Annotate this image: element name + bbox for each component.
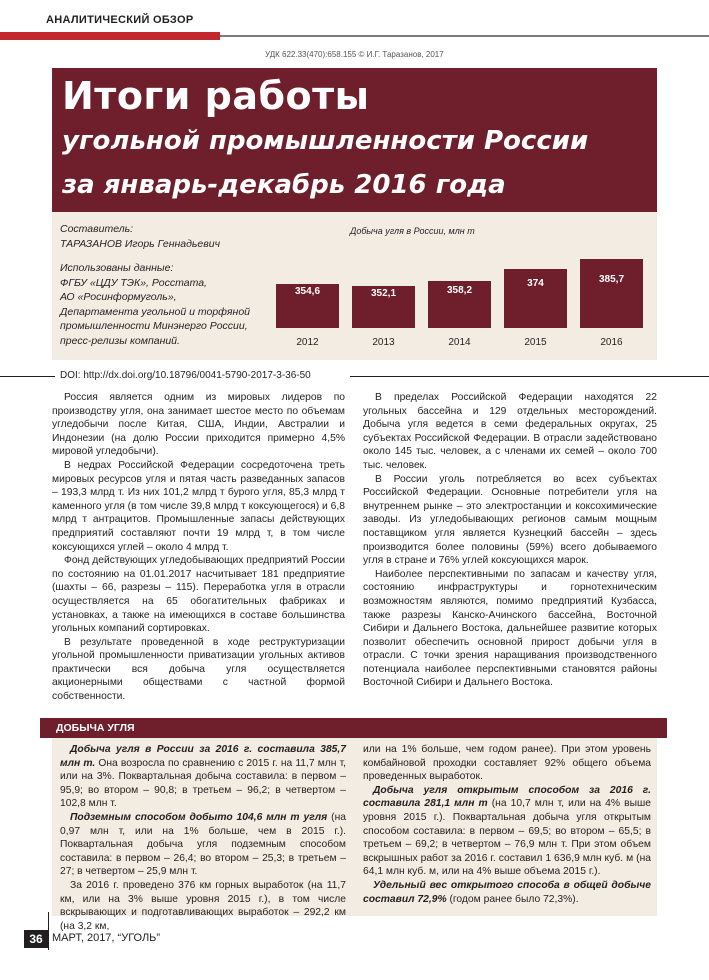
bar-2014 [428,281,491,328]
paragraph: В России уголь потребляется во всех субъектах Российской Федерации. Основные потребители угля на внутреннем рынке – это электростанции и коксохимические заводы. Из угледобывающих регионов самым мощным поставщиком угля является Кузнецкий бассейн – здесь производится более половины (59%) всего добываемого угля в стране и 76% углей коксующихся марок. [363,473,657,567]
udk-line: УДК 622.33(470):658.155 © И.Г. Таразанов, 2017 [265,50,444,59]
chart-title: Добыча угля в России, млн т [350,226,475,236]
bar-2015 [504,269,567,328]
doi-rule-right [350,376,709,377]
title-line-2: угольной промышленности России [62,126,589,156]
bar-value-label: 354,6 [294,286,321,298]
text: (годом ранее было 72,3%). [446,893,579,905]
doi: DOI: http://dx.doi.org/10.18796/0041-5790-2017-3-36-50 [60,370,311,381]
footer-issue: МАРТ, 2017, “УГОЛЬ” [52,932,161,944]
section-bar [0,32,220,40]
year-label: 2013 [372,337,395,348]
paragraph [60,811,346,879]
doi-rule-left [0,376,55,377]
paragraph [60,743,346,811]
emphasis: Добыча угля открытым способом за 2016 г. составила 281,1 млн т [363,784,651,810]
source-line: пресс-релизы компаний. [60,334,180,347]
text: (на 0,97 млн т, или на 1% больше, чем в 2015 г.). Поквартальная добыча угля подземным способом составила: в первом – 26,4; во втором – 25,3; в третьем – 27; в четвертом – 25,9 млн т. [60,811,346,878]
title-line-1: Итоги работы [62,74,370,118]
page-number: 36 [24,930,48,948]
footer-rule [48,912,49,950]
paragraph: В результате проведенной в ходе реструктуризации угольной промышленности приватизации угольных активов практически вся добыча угля осуществляется акционерными обществами с частной формой собственности. [52,636,345,703]
title-banner [52,68,657,212]
year-label: 2014 [448,337,471,348]
year-label: 2016 [600,337,623,348]
year-label: 2012 [296,337,319,348]
bar-value-label: 358,2 [446,284,473,296]
emphasis: Удельный вес открытого способа в общей добыче составил 72,9% [363,879,651,905]
paragraph [363,879,651,906]
section-rule [220,35,709,37]
paragraph: За 2016 г. проведено 376 км горных выработок (на 11,7 км, или на 3% выше уровня 2015 г.), в том числе вскрывающих и подготавливающих выработок – 292,2 км (на 3,2 км, [60,879,346,932]
sources-label: Использованы данные: [60,262,174,274]
text: (на 10,7 млн т, или на 4% выше уровня 2015 г.). Поквартальная добыча угля открытым способом составила: в первом – 69,5; во втором – 65,5; в третьем – 69,2; в четвертом – 76,9 млн т. При этом объем вскрышных работ за 2016 г. составил 1 636,9 млн куб. м (на 64,1 млн куб. м, или на 4% выше объема 2015 г.). [363,798,651,878]
emphasis: Добыча угля в России за 2016 г. составила 385,7 млн т. [60,744,346,769]
paragraph: Фонд действующих угледобывающих предприятий России по состоянию на 01.01.2017 насчитывает 181 предприятие (шахты – 66, разрезы – 115). Переработка угля в отрасли осуществляется на 65 обогатительных фабриках и установках, а также на имеющихся в составе большинства угольных компаний сортировках. [52,555,345,635]
paragraph: В недрах Российской Федерации сосредоточена треть мировых ресурсов угля и пятая часть разведанных запасов – 193,3 млрд т. Из них 101,2 млрд т бурого угля, 85,3 млрд т каменного угля (в том числе 39,8 млрд т коксующегося) и 6,8 млрд т антрацитов. Промышленные запасы действующих предприятий составляют почти 19 млрд т, в том числе коксующихся углей – около 4 млрд т. [52,459,345,553]
bar-value-label: 352,1 [370,288,397,300]
source-line: АО «Росинформуголь», [60,291,177,303]
coal-output-chart [270,240,655,355]
source-line: Департамента угольной и торфяной [60,305,250,318]
section-tag: АНАЛИТИЧЕСКИЙ ОБЗОР [46,14,194,26]
compiler-name: ТАРАЗАНОВ Игорь Геннадьевич [60,237,221,250]
bar-2012 [276,284,339,328]
paragraph: В пределах Российской Федерации находятся 22 угольных бассейна и 129 отдельных месторождений. Добыча угля ведется в семи федеральных округах, 25 субъектах Российской Федерации. В отрасли задействовано около 145 тыс. человек, а с членами их семей – около 700 тыс. человек. [363,392,657,471]
paragraph: или на 1% больше, чем годом ранее). При этом уровень комбайновой проходки составляет 92% общего объема проведенных выработок. [363,744,651,783]
compiler-label: Составитель: [60,223,134,235]
source-line: промышленности Минэнерго России, [60,320,248,332]
credits [60,222,270,348]
title-line-3: за январь-декабрь 2016 года [62,170,506,200]
source-line: ФГБУ «ЦДУ ТЭК», Росстата, [60,276,207,289]
bar-2013 [352,286,415,328]
bar-value-label: 385,7 [598,273,625,285]
coal-section-title: ДОБЫЧА УГЛЯ [56,722,135,734]
text: Она возросла по сравнению с 2015 г. на 11,7 млн т, или на 3%. Поквартальная добыча составила: в первом – 95,9; во втором – 90,8; в третьем – 96,2; в четвертом – 102,8 млн т. [60,757,347,810]
paragraph: Россия является одним из мировых лидеров по производству угля, она занимает шестое место по объемам угледобычи после Китая, США, Индии, Австралии и Индонезии (на долю России приходится примерно 4,5% мировой угледобычи). [52,392,345,458]
coal-column-left [60,743,346,933]
year-label: 2015 [524,337,547,348]
coal-column-right [363,743,651,906]
paragraph [363,784,651,879]
bar-2016 [580,259,643,328]
paragraph: Наиболее перспективными по запасам и качеству угля, состоянию инфраструктуры и горнотехническим возможностям являются, помимо предприятий Кузбасса, также разрезы Канско-Ачинского бассейна, Восточной Сибири и Дальнего Востока, дальнейшее развитие которых позволит обеспечить основной прирост добычи угля в отрасли. С точки зрения наращивания производственного потенциала наиболее перспективными становятся районы Восточной Сибири и Дальнего Востока. [363,568,657,689]
emphasis: Подземным способом добыто 104,6 млн т угля [70,811,328,823]
body-column-left [52,391,345,704]
body-column-right [363,391,657,690]
coal-section-header [40,718,667,738]
bar-value-label: 374 [527,278,544,290]
